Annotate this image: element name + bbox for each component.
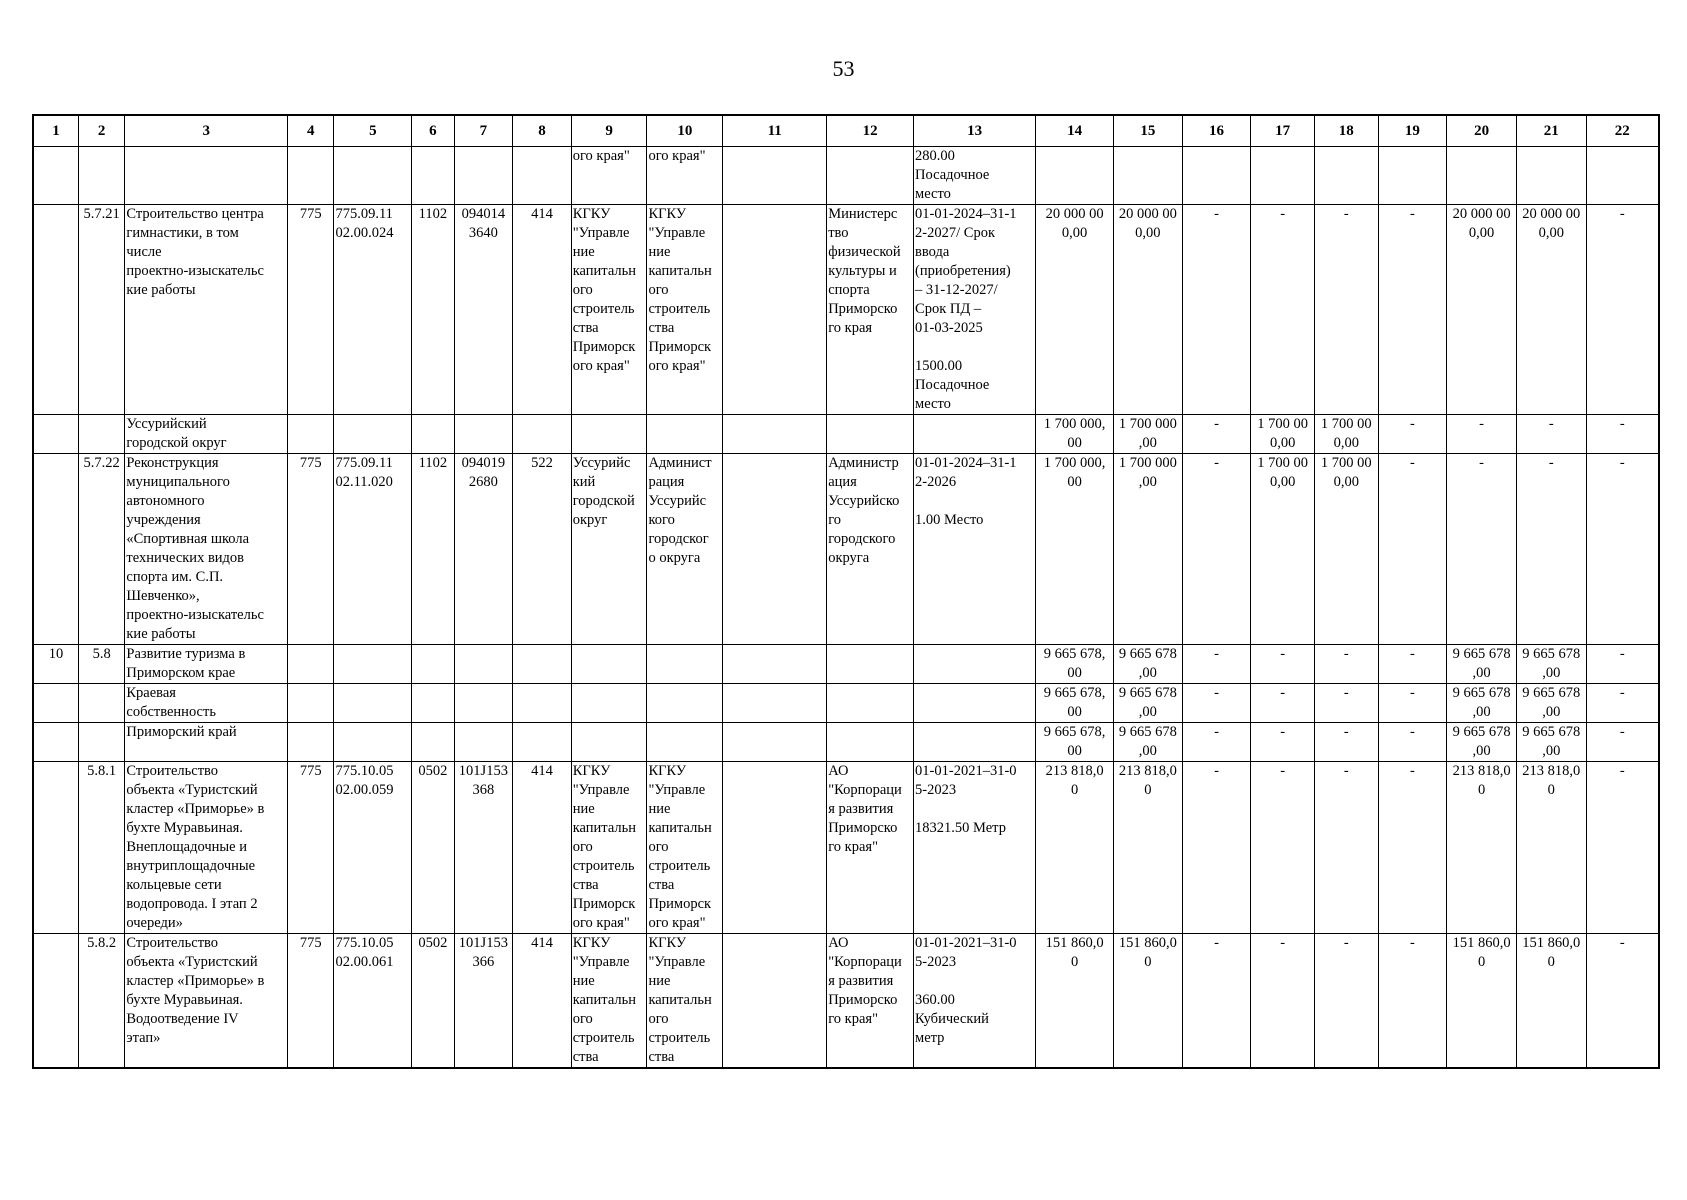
table-cell-col-2 [78, 723, 124, 762]
table-cell-col-14: 9 665 678, 00 [1036, 645, 1114, 684]
table-row [33, 147, 1659, 205]
table-cell-col-11 [723, 934, 827, 1069]
table-cell-col-21: - [1516, 454, 1586, 645]
table-cell-col-18: - [1314, 762, 1378, 934]
table-cell-col-12: АО "Корпораци я развития Приморско го края" [827, 762, 914, 934]
column-header-17: 17 [1251, 115, 1315, 147]
table-cell-col-3: Строительство объекта «Туристский кластер «Приморье» в бухте Муравьиная. Внеплощадочные и внутриплощадочные кольцевые сети водопровода. I этап 2 очереди» [125, 762, 288, 934]
table-cell-col-22: - [1586, 454, 1659, 645]
table-cell-col-14: 1 700 000, 00 [1036, 415, 1114, 454]
table-cell-col-3: Реконструкция муниципального автономного учреждения «Спортивная школа технических видов спорта им. С.П. Шевченко», проектно-изыскательс кие работы [125, 454, 288, 645]
table-cell-col-12 [827, 415, 914, 454]
column-header-19: 19 [1378, 115, 1447, 147]
table-cell-col-4 [287, 684, 333, 723]
table-cell-col-21: 9 665 678 ,00 [1516, 645, 1586, 684]
table-cell-col-5 [334, 147, 412, 205]
table-cell-col-19: - [1378, 454, 1447, 645]
table-cell-col-20 [1447, 147, 1517, 205]
table-cell-col-5 [334, 723, 412, 762]
table-cell-col-6: 1102 [412, 205, 454, 415]
table-cell-col-14: 151 860,0 0 [1036, 934, 1114, 1069]
table-cell-col-1 [33, 684, 78, 723]
table-cell-col-18: 1 700 00 0,00 [1314, 415, 1378, 454]
table-cell-col-13: 280.00 Посадочное место [914, 147, 1036, 205]
table-cell-col-22: - [1586, 684, 1659, 723]
page-number: 53 [832, 56, 855, 81]
table-cell-col-8: 522 [513, 454, 572, 645]
table-cell-col-4: 775 [287, 934, 333, 1069]
table-cell-col-10: ого края" [647, 147, 723, 205]
table-cell-col-9 [571, 415, 647, 454]
table-cell-col-19: - [1378, 934, 1447, 1069]
column-header-12: 12 [827, 115, 914, 147]
table-cell-col-18 [1314, 147, 1378, 205]
table-cell-col-17: 1 700 00 0,00 [1251, 415, 1315, 454]
table-cell-col-12: Администр ация Уссурийско го городского округа [827, 454, 914, 645]
table-cell-col-3 [125, 147, 288, 205]
table-cell-col-1 [33, 723, 78, 762]
table-cell-col-9: Уссурийс кий городской округ [571, 454, 647, 645]
table-cell-col-22: - [1586, 415, 1659, 454]
table-cell-col-20: - [1447, 415, 1517, 454]
table-cell-col-6 [412, 645, 454, 684]
table-cell-col-21: 9 665 678 ,00 [1516, 723, 1586, 762]
table-cell-col-9: ого края" [571, 147, 647, 205]
table-cell-col-13 [914, 684, 1036, 723]
table-cell-col-8 [513, 415, 572, 454]
table-cell-col-19: - [1378, 205, 1447, 415]
table-cell-col-14 [1036, 147, 1114, 205]
table-cell-col-13 [914, 415, 1036, 454]
table-cell-col-1: 10 [33, 645, 78, 684]
table-cell-col-16: - [1182, 645, 1251, 684]
table-cell-col-16: - [1182, 723, 1251, 762]
table-cell-col-19: - [1378, 762, 1447, 934]
table-cell-col-1 [33, 454, 78, 645]
table-cell-col-11 [723, 147, 827, 205]
table-cell-col-10: КГКУ "Управле ние капитальн ого строитель ства Приморск ого края" [647, 762, 723, 934]
table-cell-col-15: 213 818,0 0 [1113, 762, 1182, 934]
table-cell-col-21: 213 818,0 0 [1516, 762, 1586, 934]
table-cell-col-15: 1 700 000 ,00 [1113, 454, 1182, 645]
table-cell-col-20: 9 665 678 ,00 [1447, 723, 1517, 762]
table-cell-col-22: - [1586, 205, 1659, 415]
column-header-3: 3 [125, 115, 288, 147]
table-cell-col-5: 775.09.11 02.00.024 [334, 205, 412, 415]
column-header-10: 10 [647, 115, 723, 147]
table-cell-col-10: Админист рация Уссурийс кого городског о округа [647, 454, 723, 645]
table-cell-col-5: 775.10.05 02.00.061 [334, 934, 412, 1069]
table-cell-col-21: 151 860,0 0 [1516, 934, 1586, 1069]
column-header-8: 8 [513, 115, 572, 147]
table-cell-col-4 [287, 415, 333, 454]
column-header-6: 6 [412, 115, 454, 147]
table-cell-col-16: - [1182, 762, 1251, 934]
table-cell-col-5: 775.10.05 02.00.059 [334, 762, 412, 934]
table-cell-col-5 [334, 415, 412, 454]
table-cell-col-19: - [1378, 415, 1447, 454]
column-header-18: 18 [1314, 115, 1378, 147]
table-cell-col-2: 5.8.1 [78, 762, 124, 934]
table-cell-col-18: 1 700 00 0,00 [1314, 454, 1378, 645]
table-cell-col-2 [78, 684, 124, 723]
table-cell-col-16: - [1182, 934, 1251, 1069]
table-cell-col-21: 20 000 00 0,00 [1516, 205, 1586, 415]
table-cell-col-13: 01-01-2021–31-0 5-2023 360.00 Кубический метр [914, 934, 1036, 1069]
table-cell-col-15: 9 665 678 ,00 [1113, 723, 1182, 762]
table-row [33, 645, 1659, 684]
table-cell-col-8 [513, 684, 572, 723]
table-cell-col-11 [723, 205, 827, 415]
table-cell-col-7 [454, 645, 513, 684]
table-cell-col-22 [1586, 147, 1659, 205]
column-header-22: 22 [1586, 115, 1659, 147]
table-cell-col-4 [287, 645, 333, 684]
table-cell-col-17 [1251, 147, 1315, 205]
table-cell-col-15: 20 000 00 0,00 [1113, 205, 1182, 415]
table-cell-col-17: - [1251, 645, 1315, 684]
column-header-15: 15 [1113, 115, 1182, 147]
table-cell-col-2: 5.7.21 [78, 205, 124, 415]
table-body [33, 147, 1659, 1069]
table-cell-col-20: 20 000 00 0,00 [1447, 205, 1517, 415]
table-cell-col-18: - [1314, 645, 1378, 684]
table-row [33, 454, 1659, 645]
table-cell-col-9 [571, 723, 647, 762]
table-cell-col-6 [412, 684, 454, 723]
table-cell-col-10 [647, 723, 723, 762]
table-cell-col-1 [33, 205, 78, 415]
table-cell-col-21 [1516, 147, 1586, 205]
column-header-9: 9 [571, 115, 647, 147]
table-cell-col-17: - [1251, 684, 1315, 723]
table-cell-col-11 [723, 762, 827, 934]
table-cell-col-9: КГКУ "Управле ние капитальн ого строитель ства Приморск ого края" [571, 205, 647, 415]
table-cell-col-8: 414 [513, 762, 572, 934]
table-cell-col-5 [334, 684, 412, 723]
table-cell-col-11 [723, 454, 827, 645]
table-cell-col-16: - [1182, 205, 1251, 415]
table-cell-col-21: 9 665 678 ,00 [1516, 684, 1586, 723]
table-cell-col-7 [454, 415, 513, 454]
column-header-14: 14 [1036, 115, 1114, 147]
table-cell-col-20: 151 860,0 0 [1447, 934, 1517, 1069]
table-cell-col-6 [412, 723, 454, 762]
table-cell-col-2: 5.8.2 [78, 934, 124, 1069]
header-row [33, 115, 1659, 147]
table-row [33, 762, 1659, 934]
table-cell-col-3: Уссурийский городской округ [125, 415, 288, 454]
table-cell-col-14: 213 818,0 0 [1036, 762, 1114, 934]
table-row [33, 723, 1659, 762]
table-cell-col-3: Краевая собственность [125, 684, 288, 723]
table-cell-col-2: 5.7.22 [78, 454, 124, 645]
table-cell-col-21: - [1516, 415, 1586, 454]
table-cell-col-13: 01-01-2024–31-1 2-2027/ Срок ввода (приобретения) – 31-12-2027/ Срок ПД – 01-03-2025 1500.00 Посадочное место [914, 205, 1036, 415]
table-cell-col-9 [571, 645, 647, 684]
table-cell-col-22: - [1586, 723, 1659, 762]
table-cell-col-14: 20 000 00 0,00 [1036, 205, 1114, 415]
table-cell-col-9: КГКУ "Управле ние капитальн ого строитель ства [571, 934, 647, 1069]
table-cell-col-4: 775 [287, 205, 333, 415]
table-cell-col-4 [287, 723, 333, 762]
table-cell-col-7 [454, 684, 513, 723]
table-cell-col-15 [1113, 147, 1182, 205]
table-cell-col-12 [827, 147, 914, 205]
table-cell-col-14: 1 700 000, 00 [1036, 454, 1114, 645]
table-cell-col-6: 0502 [412, 762, 454, 934]
table-cell-col-10: КГКУ "Управле ние капитальн ого строитель ства [647, 934, 723, 1069]
table-cell-col-5 [334, 645, 412, 684]
table-cell-col-19: - [1378, 645, 1447, 684]
column-header-21: 21 [1516, 115, 1586, 147]
table-row [33, 415, 1659, 454]
table-cell-col-15: 9 665 678 ,00 [1113, 684, 1182, 723]
table-cell-col-11 [723, 415, 827, 454]
table-cell-col-12 [827, 684, 914, 723]
table-cell-col-2 [78, 147, 124, 205]
table-cell-col-8 [513, 645, 572, 684]
table-cell-col-17: - [1251, 205, 1315, 415]
table-cell-col-20: 213 818,0 0 [1447, 762, 1517, 934]
table-cell-col-1 [33, 934, 78, 1069]
table-cell-col-22: - [1586, 762, 1659, 934]
column-header-20: 20 [1447, 115, 1517, 147]
table-cell-col-17: - [1251, 762, 1315, 934]
table-cell-col-4: 775 [287, 454, 333, 645]
table-cell-col-22: - [1586, 934, 1659, 1069]
table-cell-col-1 [33, 415, 78, 454]
table-cell-col-18: - [1314, 205, 1378, 415]
table-cell-col-12 [827, 723, 914, 762]
table-cell-col-7 [454, 723, 513, 762]
table-row [33, 684, 1659, 723]
column-header-2: 2 [78, 115, 124, 147]
table-cell-col-20: 9 665 678 ,00 [1447, 645, 1517, 684]
table-cell-col-6: 0502 [412, 934, 454, 1069]
table-cell-col-7: 094019 2680 [454, 454, 513, 645]
table-cell-col-10 [647, 645, 723, 684]
table-cell-col-13 [914, 723, 1036, 762]
table-cell-col-15: 151 860,0 0 [1113, 934, 1182, 1069]
table-cell-col-11 [723, 645, 827, 684]
table-cell-col-14: 9 665 678, 00 [1036, 723, 1114, 762]
column-header-13: 13 [914, 115, 1036, 147]
budget-table [32, 114, 1660, 1069]
table-cell-col-16 [1182, 147, 1251, 205]
table-cell-col-19: - [1378, 684, 1447, 723]
table-cell-col-18: - [1314, 684, 1378, 723]
table-cell-col-3: Развитие туризма в Приморском крае [125, 645, 288, 684]
table-cell-col-16: - [1182, 454, 1251, 645]
table-cell-col-13: 01-01-2024–31-1 2-2026 1.00 Место [914, 454, 1036, 645]
table-cell-col-10 [647, 415, 723, 454]
table-cell-col-20: 9 665 678 ,00 [1447, 684, 1517, 723]
table-cell-col-4 [287, 147, 333, 205]
table-cell-col-11 [723, 723, 827, 762]
table-cell-col-13: 01-01-2021–31-0 5-2023 18321.50 Метр [914, 762, 1036, 934]
table-cell-col-11 [723, 684, 827, 723]
table-cell-col-7 [454, 147, 513, 205]
table-cell-col-6 [412, 147, 454, 205]
table-cell-col-3: Строительство объекта «Туристский кластер «Приморье» в бухте Муравьиная. Водоотведение IV этап» [125, 934, 288, 1069]
table-cell-col-6 [412, 415, 454, 454]
table-cell-col-17: 1 700 00 0,00 [1251, 454, 1315, 645]
column-header-1: 1 [33, 115, 78, 147]
table-cell-col-2 [78, 415, 124, 454]
table-cell-col-8 [513, 147, 572, 205]
table-cell-col-8: 414 [513, 205, 572, 415]
table-cell-col-4: 775 [287, 762, 333, 934]
column-header-11: 11 [723, 115, 827, 147]
table-cell-col-6: 1102 [412, 454, 454, 645]
table-cell-col-15: 1 700 000 ,00 [1113, 415, 1182, 454]
table-cell-col-8 [513, 723, 572, 762]
table-cell-col-8: 414 [513, 934, 572, 1069]
table-cell-col-1 [33, 762, 78, 934]
table-cell-col-12: АО "Корпораци я развития Приморско го края" [827, 934, 914, 1069]
table-cell-col-19 [1378, 147, 1447, 205]
table-cell-col-18: - [1314, 934, 1378, 1069]
table-row [33, 934, 1659, 1069]
table-cell-col-1 [33, 147, 78, 205]
table-cell-col-9 [571, 684, 647, 723]
table-cell-col-3: Строительство центра гимнастики, в том числе проектно-изыскательс кие работы [125, 205, 288, 415]
table-cell-col-16: - [1182, 415, 1251, 454]
table-cell-col-10: КГКУ "Управле ние капитальн ого строитель ства Приморск ого края" [647, 205, 723, 415]
table-cell-col-15: 9 665 678 ,00 [1113, 645, 1182, 684]
table-cell-col-12 [827, 645, 914, 684]
table-cell-col-5: 775.09.11 02.11.020 [334, 454, 412, 645]
table-cell-col-14: 9 665 678, 00 [1036, 684, 1114, 723]
table-cell-col-13 [914, 645, 1036, 684]
table-cell-col-17: - [1251, 934, 1315, 1069]
table-cell-col-17: - [1251, 723, 1315, 762]
table-cell-col-2: 5.8 [78, 645, 124, 684]
table-cell-col-12: Министерс тво физической культуры и спорта Приморско го края [827, 205, 914, 415]
table-cell-col-18: - [1314, 723, 1378, 762]
table-cell-col-7: 094014 3640 [454, 205, 513, 415]
table-cell-col-20: - [1447, 454, 1517, 645]
column-header-7: 7 [454, 115, 513, 147]
table-cell-col-19: - [1378, 723, 1447, 762]
table-cell-col-9: КГКУ "Управле ние капитальн ого строитель ства Приморск ого края" [571, 762, 647, 934]
table-cell-col-7: 101J153 368 [454, 762, 513, 934]
table-row [33, 205, 1659, 415]
column-header-4: 4 [287, 115, 333, 147]
table-cell-col-3: Приморский край [125, 723, 288, 762]
table-cell-col-7: 101J153 366 [454, 934, 513, 1069]
table-cell-col-22: - [1586, 645, 1659, 684]
table-cell-col-16: - [1182, 684, 1251, 723]
column-header-16: 16 [1182, 115, 1251, 147]
table-cell-col-10 [647, 684, 723, 723]
column-header-5: 5 [334, 115, 412, 147]
